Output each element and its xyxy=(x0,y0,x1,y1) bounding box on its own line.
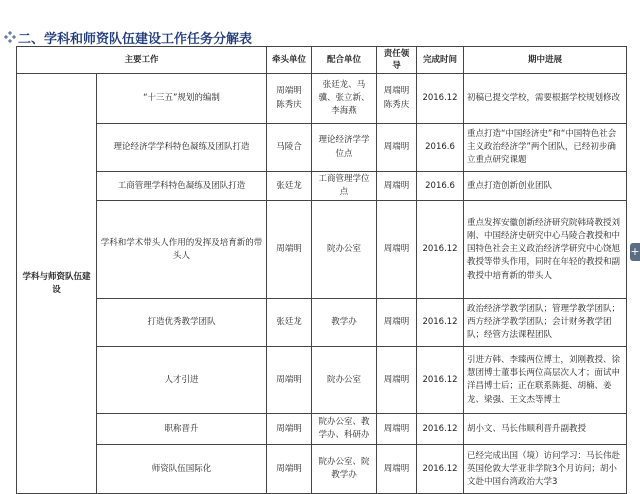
deadline-cell: 2016.12 xyxy=(417,414,464,445)
lead-unit-cell: 周端明 xyxy=(267,445,312,494)
table-header-row xyxy=(17,47,627,74)
header-coop-unit: 配合单位 xyxy=(312,47,377,74)
leader-cell: 周端明 xyxy=(377,172,417,201)
coop-unit-cell: 院办公室、教学办、科研办 xyxy=(312,414,377,445)
plus-icon[interactable]: + xyxy=(630,243,640,261)
leader-cell: 周端明 xyxy=(377,414,417,445)
deadline-cell: 2016.12 xyxy=(417,201,464,299)
lead-unit-cell: 马陵合 xyxy=(267,124,312,172)
task-cell: 打造优秀教学团队 xyxy=(97,299,267,347)
header-deadline: 完成时间 xyxy=(417,47,464,74)
task-cell: 人才引进 xyxy=(97,347,267,414)
progress-cell: 重点发挥安徽创新经济研究院韩琦教授刘刚、中国经济史研究中心马陵合教授和中国特色社会主义政治经济学研究中心饶旭教授等带头作用，同时在年轻的教授和副教授中培育新的带头人 xyxy=(464,201,627,299)
progress-cell: 已经完成出国（境）访问学习：马长伟赴英国伦敦大学亚非学院3个月访问；胡小文赴中国台湾政治大学3 xyxy=(464,445,627,494)
table-row xyxy=(17,172,627,201)
leader-cell: 周端明 xyxy=(377,124,417,172)
task-cell: 学科和学术带头人作用的发挥及培育新的带头人 xyxy=(97,201,267,299)
coop-unit-cell: 院办公室 xyxy=(312,201,377,299)
table-row xyxy=(17,299,627,347)
deadline-cell: 2016.6 xyxy=(417,172,464,201)
section-header xyxy=(4,27,252,47)
task-table xyxy=(16,46,627,494)
coop-unit-cell: 工商管理学位点 xyxy=(312,172,377,201)
progress-cell: 重点打造创新创业团队 xyxy=(464,172,627,201)
table-row xyxy=(17,347,627,414)
task-cell: 工商管理学科特色凝练及团队打造 xyxy=(97,172,267,201)
progress-cell: 引进方韩、李臻两位博士，刘刚教授、徐慧团博士董事长两位高层次人才；面试申洋昌博士后；正在联系陈挺、胡楠、姜龙、梁强、王文杰等博士 xyxy=(464,347,627,414)
table-row xyxy=(17,201,627,299)
lead-unit-cell: 周端明 xyxy=(267,414,312,445)
task-cell: 职称晋升 xyxy=(97,414,267,445)
lead-unit-cell: 张廷龙 xyxy=(267,299,312,347)
deadline-cell: 2016.12 xyxy=(417,299,464,347)
table-row xyxy=(17,124,627,172)
lead-unit-cell: 周端明 xyxy=(267,347,312,414)
progress-cell: 初稿已提交学校，需要根据学校规划修改 xyxy=(464,74,627,124)
leader-cell: 周端明 xyxy=(377,201,417,299)
coop-unit-cell: 院办公室 xyxy=(312,347,377,414)
deadline-cell: 2016.12 xyxy=(417,74,464,124)
leader-cell: 周端明 xyxy=(377,445,417,494)
coop-unit-cell: 理论经济学学位点 xyxy=(312,124,377,172)
table-row xyxy=(17,414,627,445)
task-cell: 理论经济学学科特色凝练及团队打造 xyxy=(97,124,267,172)
deadline-cell: 2016.12 xyxy=(417,445,464,494)
header-main-task: 主要工作 xyxy=(17,47,267,74)
coop-unit-cell: 院办公室、院教学办 xyxy=(312,445,377,494)
lead-unit-cell: 周端明 陈秀庆 xyxy=(267,74,312,124)
header-progress: 期中进展 xyxy=(464,47,627,74)
header-leader: 责任领导 xyxy=(377,47,417,74)
diamond-cluster-icon xyxy=(4,31,16,43)
coop-unit-cell: 张廷龙、马骥、张立新、李海燕 xyxy=(312,74,377,124)
leader-cell: 周端明 xyxy=(377,299,417,347)
header-lead-unit: 牵头单位 xyxy=(267,47,312,74)
coop-unit-cell: 教学办 xyxy=(312,299,377,347)
leader-cell: 周端明 xyxy=(377,347,417,414)
table-row xyxy=(17,74,627,124)
leader-cell: 周端明 陈秀庆 xyxy=(377,74,417,124)
progress-cell: 重点打造“中国经济史”和“中国特色社会主义政治经济学”两个团队，已经初步确立重点研究课题 xyxy=(464,124,627,172)
lead-unit-cell: 张廷龙 xyxy=(267,172,312,201)
lead-unit-cell: 周端明 xyxy=(267,201,312,299)
deadline-cell: 2016.12 xyxy=(417,347,464,414)
category-cell: 学科与师资队伍建设 xyxy=(17,74,97,494)
task-cell: 师资队伍国际化 xyxy=(97,445,267,494)
deadline-cell: 2016.6 xyxy=(417,124,464,172)
section-title: 二、学科和师资队伍建设工作任务分解表 xyxy=(18,31,253,47)
task-cell: “十三五”规划的编制 xyxy=(97,74,267,124)
table-row xyxy=(17,445,627,494)
progress-cell: 政治经济学教学团队；管理学教学团队；西方经济学教学团队；会计财务教学团队；经管方法课程团队 xyxy=(464,299,627,347)
progress-cell: 胡小文、马长伟顺利晋升副教授 xyxy=(464,414,627,445)
